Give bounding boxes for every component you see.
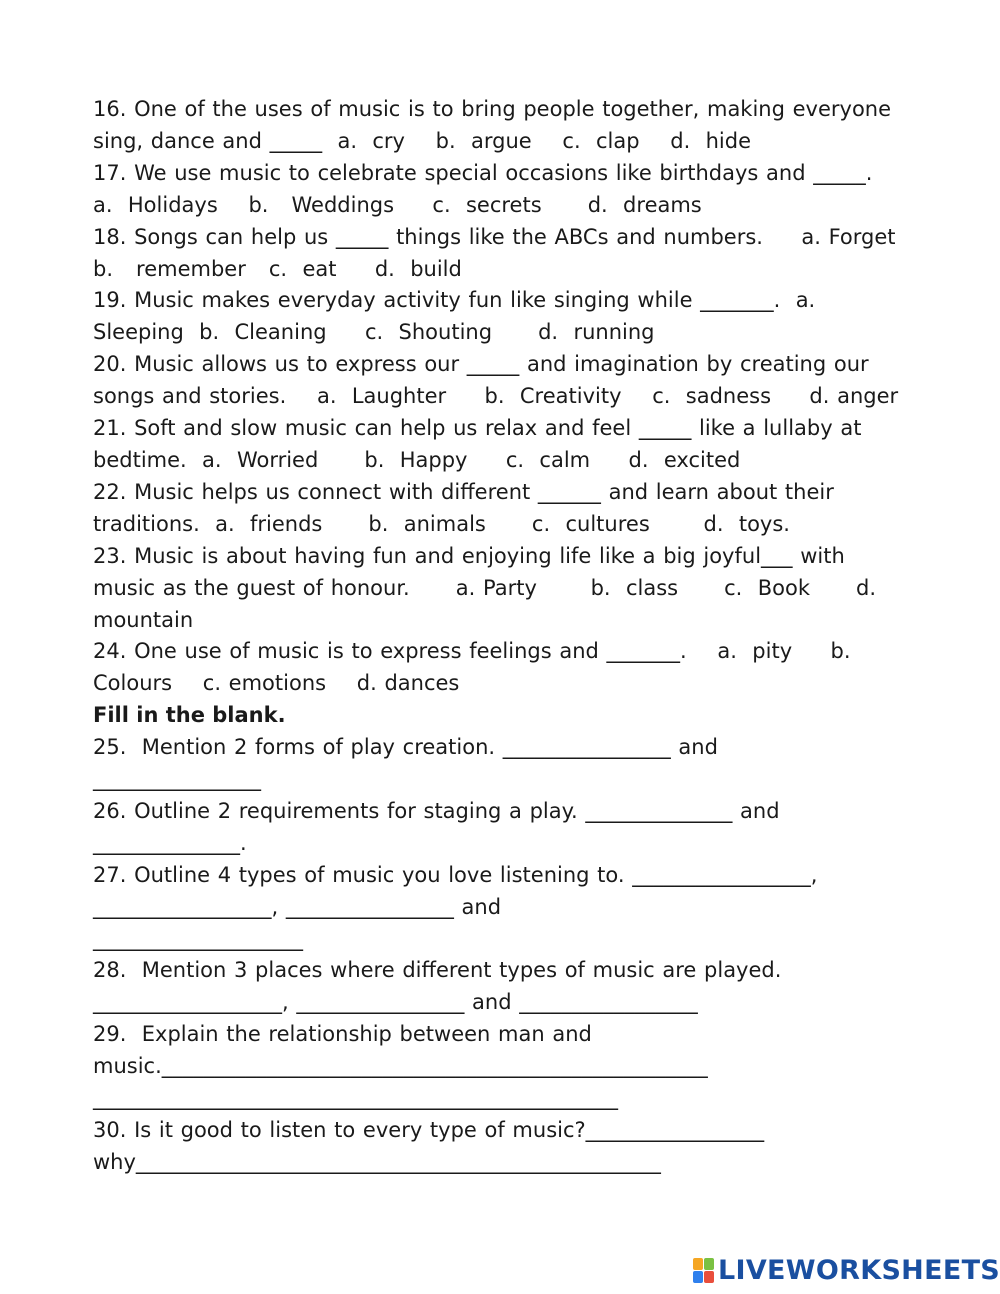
question-21 bbox=[93, 413, 913, 477]
logo-text: LIVEWORKSHEETS bbox=[718, 1254, 1000, 1286]
question-line: 17. We use music to celebrate special occasions like birthdays and _____. bbox=[93, 160, 873, 185]
question-line: 20. Music allows us to express our _____ and imagination by creating our bbox=[93, 352, 869, 377]
answer-blank[interactable]: ____________________ bbox=[93, 926, 303, 951]
answer-blank[interactable]: ______________. bbox=[93, 830, 247, 855]
question-26 bbox=[93, 796, 913, 860]
question-23 bbox=[93, 541, 913, 637]
question-line: 21. Soft and slow music can help us relax and feel _____ like a lullaby at bbox=[93, 416, 862, 441]
question-line: sing, dance and _____ a. cry b. argue c. clap d. hide bbox=[93, 128, 752, 153]
question-16 bbox=[93, 94, 913, 158]
logo-tile bbox=[704, 1258, 714, 1270]
answer-blank[interactable]: music.____________________________________________________ bbox=[93, 1054, 708, 1079]
section-heading: Fill in the blank. bbox=[93, 703, 286, 728]
worksheet-content bbox=[93, 94, 913, 1179]
question-line: 27. Outline 4 types of music you love listening to. _________________, bbox=[93, 862, 818, 887]
question-line: 22. Music helps us connect with different ______ and learn about their bbox=[93, 479, 834, 504]
question-line: 18. Songs can help us _____ things like the ABCs and numbers. a. Forget bbox=[93, 224, 896, 249]
question-line: mountain bbox=[93, 607, 194, 632]
question-line: b. remember c. eat d. build bbox=[93, 256, 462, 281]
liveworksheets-logo[interactable] bbox=[693, 1256, 1000, 1284]
question-18 bbox=[93, 222, 913, 286]
question-24 bbox=[93, 636, 913, 700]
question-29 bbox=[93, 1019, 913, 1115]
question-line: 28. Mention 3 places where different types of music are played. bbox=[93, 958, 782, 983]
question-line: 16. One of the uses of music is to bring people together, making everyone bbox=[93, 97, 892, 121]
question-17 bbox=[93, 158, 913, 222]
question-30 bbox=[93, 1115, 913, 1179]
question-line: Sleeping b. Cleaning c. Shouting d. running bbox=[93, 320, 655, 345]
question-line: 29. Explain the relationship between man and bbox=[93, 1022, 592, 1047]
logo-tiles-icon bbox=[693, 1258, 714, 1283]
question-line: 24. One use of music is to express feelings and _______. a. pity b. bbox=[93, 639, 851, 664]
answer-blank[interactable]: why__________________________________________________ bbox=[93, 1149, 661, 1174]
question-line: a. Holidays b. Weddings c. secrets d. dreams bbox=[93, 192, 702, 217]
answer-blank[interactable]: ________________ bbox=[93, 767, 261, 792]
question-28 bbox=[93, 955, 913, 1019]
logo-tile bbox=[693, 1271, 703, 1283]
question-line: 30. Is it good to listen to every type of music?_________________ bbox=[93, 1118, 765, 1142]
question-line: 23. Music is about having fun and enjoying life like a big joyful___ with bbox=[93, 543, 845, 568]
question-line: 25. Mention 2 forms of play creation. ________________ and bbox=[93, 735, 718, 760]
question-27 bbox=[93, 860, 913, 956]
answer-blank[interactable]: _________________, ________________ and bbox=[93, 894, 502, 919]
question-line: traditions. a. friends b. animals c. cultures d. toys. bbox=[93, 511, 790, 536]
question-line: music as the guest of honour. a. Party b. class c. Book d. bbox=[93, 575, 877, 600]
question-19 bbox=[93, 285, 913, 349]
question-20 bbox=[93, 349, 913, 413]
answer-blank[interactable]: __________________________________________________ bbox=[93, 1086, 618, 1111]
answer-blank[interactable]: __________________, ________________ and _________________ bbox=[93, 990, 698, 1015]
logo-tile bbox=[704, 1271, 714, 1283]
question-line: 26. Outline 2 requirements for staging a play. ______________ and bbox=[93, 798, 780, 823]
question-22 bbox=[93, 477, 913, 541]
question-line: Colours c. emotions d. dances bbox=[93, 671, 460, 696]
question-line: songs and stories. a. Laughter b. Creativity c. sadness d. anger bbox=[93, 384, 899, 409]
logo-tile bbox=[693, 1258, 703, 1270]
question-line: bedtime. a. Worried b. Happy c. calm d. excited bbox=[93, 447, 741, 472]
question-line: 19. Music makes everyday activity fun like singing while _______. a. bbox=[93, 288, 816, 313]
question-25 bbox=[93, 732, 913, 796]
